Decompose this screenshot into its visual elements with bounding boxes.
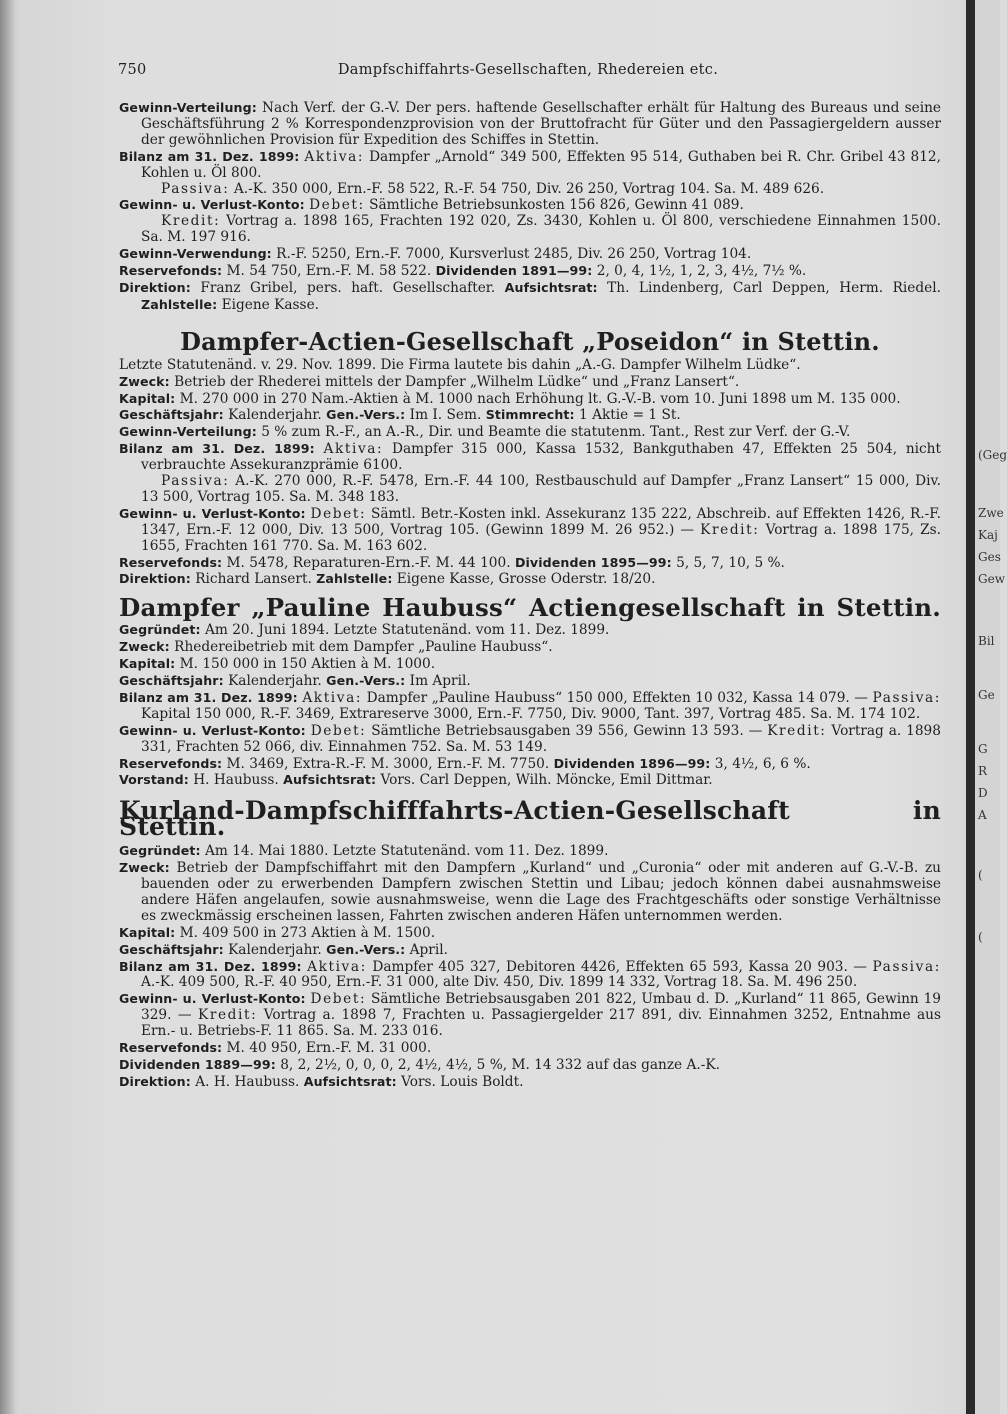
kredit-label: Kredit: <box>161 213 221 230</box>
entry-text: M. 54 750, Ern.-F. M. 58 522. <box>222 263 432 280</box>
entry-label: Dividenden 1891—99: <box>435 263 593 279</box>
page-header <box>118 62 938 82</box>
guv-entry <box>119 197 941 214</box>
guv-entry <box>119 991 941 1040</box>
bilanz-entry <box>119 959 941 992</box>
gewinn-verteilung-entry <box>119 100 941 149</box>
entry-text: 2, 0, 4, 1½, 1, 2, 3, 4½, 7½ %. <box>592 263 807 280</box>
entry-text: Betrieb der Dampfschiffahrt mit den Dampfern „Kurland“ und „Curonia“ oder mit anderen auf G.-V.-B. zu bauenden oder zu erwerbenden Dampfern zwischen Stettin und Libau; jedoch können dabei ausnahmsweise andere Häfen angelaufen, sowie ausnahmsweise, wenn die Lage des Frachtgeschäfts oder sonstige Verhältnisse es zweckmässig erscheinen lassen, Fahrten zwischen anderen Häfen unternommen werden. <box>141 860 941 924</box>
entry-text: Dampfer 405 327, Debitoren 4426, Effekten 65 593, Kassa 20 903. — <box>366 958 867 975</box>
debet-label: Debet: <box>309 197 365 214</box>
entry-label: Dividenden 1895—99: <box>514 554 672 570</box>
entry-text: M. 5478, Reparaturen-Ern.-F. M. 44 100. <box>222 554 511 571</box>
passiva-label: Passiva: <box>872 958 941 975</box>
edge-fragment: (Geg <box>978 448 1007 462</box>
debet-label: Debet: <box>310 505 367 522</box>
page-number: 750 <box>118 62 147 78</box>
entry-text: Letzte Statutenänd. v. 29. Nov. 1899. Die Firma lautete bis dahin „A.-G. Dampfer Wilhelm Lüdke“. <box>119 356 801 373</box>
gegruendet-entry <box>119 843 941 860</box>
zweck-entry <box>119 374 941 391</box>
entry-label: Aufsichtsrat: <box>504 279 598 295</box>
entry-label: Gewinn-Verwendung: <box>119 246 272 262</box>
entry-text: Sämtliche Betriebsunkosten 156 826, Gewinn 41 089. <box>364 197 744 214</box>
entry-label: Dividenden 1889—99: <box>119 1056 276 1072</box>
direktion-entry <box>119 280 941 314</box>
entry-text: Eigene Kasse, Grosse Oderstr. 18/20. <box>392 571 656 588</box>
entry-label: Direktion: <box>119 1073 191 1089</box>
entry-text: 1 Aktie = 1 St. <box>574 407 681 424</box>
passiva-label: Passiva: <box>872 689 942 706</box>
entry-text: Im April. <box>405 673 471 689</box>
entry-label: Gen.-Vers.: <box>326 673 406 688</box>
entry-text: Vortrag a. 1898 175, Zs. 1655, Frachten 161 770. Sa. M. 163 602. <box>141 521 941 554</box>
entry-text: Am 14. Mai 1880. Letzte Statutenänd. vom 11. Dez. 1899. <box>200 843 609 860</box>
entry-label: Geschäftsjahr: <box>119 673 224 688</box>
kapital-entry <box>119 656 941 673</box>
entry-label: Bilanz am 31. Dez. 1899: <box>119 689 298 705</box>
entry-label: Zahlstelle: <box>316 571 393 587</box>
kapital-entry <box>119 925 941 942</box>
running-title: Dampfschiffahrts-Gesellschaften, Rhedereien etc. <box>337 62 719 78</box>
next-page-strip <box>975 0 1007 1414</box>
guv-entry <box>119 506 941 555</box>
entry-label: Reservefonds: <box>119 755 223 771</box>
debet-label: Debet: <box>310 722 367 739</box>
entry-text: Franz Gribel, pers. haft. Gesellschafter. <box>190 279 496 296</box>
entry-label: Kapital: <box>119 924 176 940</box>
entry-text: Betrieb der Rhederei mittels der Dampfer „Wilhelm Lüdke“ und „Franz Lansert“. <box>169 373 740 390</box>
entry-text: April. <box>405 941 448 958</box>
zweck-entry <box>119 639 941 656</box>
page-edge-dark <box>966 0 975 1414</box>
entry-text: Vortrag a. 1898 331, Frachten 52 066, div. Einnahmen 752. Sa. M. 53 149. <box>141 722 941 755</box>
entry-text: Vors. Louis Boldt. <box>396 1073 524 1090</box>
entry-text: Richard Lansert. <box>190 571 312 588</box>
company-title: Kurland-Dampfschifffahrts-Actien-Gesellschaft in Stettin. <box>119 796 941 842</box>
entry-label: Bilanz am 31. Dez. 1899: <box>119 148 300 164</box>
entry-text: Im I. Sem. <box>405 407 482 424</box>
zweck-entry <box>119 860 941 925</box>
entry-text: M. 270 000 in 270 Nam.-Aktien à M. 1000 nach Erhöhung lt. G.-V.-B. vom 10. Juni 1898 um M. 135 000. <box>175 390 901 407</box>
company-entry-poseidon <box>119 326 942 589</box>
entry-text: 5, 5, 7, 10, 5 %. <box>671 554 785 571</box>
edge-fragment: Kaj <box>978 528 998 542</box>
edge-fragment: ( <box>978 930 983 944</box>
edge-fragment: R <box>978 764 988 778</box>
entry-text: Dampfer „Pauline Haubuss“ 150 000, Effekten 10 032, Kassa 14 079. — <box>362 689 868 706</box>
entry-text: Vortrag a. 1898 165, Frachten 192 020, Zs. 3430, Kohlen u. Öl 800, verschiedene Einnahmen 1500. Sa. M. 197 916. <box>141 213 941 246</box>
entry-text: Dampfer „Arnold“ 349 500, Effekten 95 514, Guthaben bei R. Chr. Gribel 43 812, Kohlen u. Öl 800. <box>141 148 941 181</box>
bilanz-entry <box>119 149 941 182</box>
passiva-label: Passiva: <box>161 180 230 197</box>
entry-text: Rhedereibetrieb mit dem Dampfer „Pauline Haubuss“. <box>169 639 553 656</box>
bilanz-entry <box>119 690 941 723</box>
entry-text: M. 40 950, Ern.-F. M. 31 000. <box>222 1040 432 1057</box>
entry-text: A.-K. 350 000, Ern.-F. 58 522, R.-F. 54 750, Div. 26 250, Vortrag 104. Sa. M. 489 626. <box>229 180 825 197</box>
entry-label: Gewinn- u. Verlust-Konto: <box>119 722 306 738</box>
entry-label: Gewinn- u. Verlust-Konto: <box>119 197 305 213</box>
reservefonds-entry <box>119 1040 941 1057</box>
passiva-entry <box>119 474 941 506</box>
entry-label: Gewinn- u. Verlust-Konto: <box>119 505 306 521</box>
book-gutter-shadow <box>0 0 14 1414</box>
aktiva-label: Aktiva: <box>302 689 363 706</box>
entry-text: 3, 4½, 6, 6 %. <box>710 755 811 772</box>
entry-label: Reservefonds: <box>119 1040 223 1056</box>
entry-text: A.-K. 270 000, R.-F. 5478, Ern.-F. 44 100, Restbauschuld auf Dampfer „Franz Lansert“ 15 000, Div. 13 500, Vortrag 105. Sa. M. 348 183. <box>141 473 941 505</box>
bilanz-entry <box>119 441 941 474</box>
entry-label: Kapital: <box>119 656 176 672</box>
geschaeftsjahr-entry <box>119 942 941 959</box>
geschaeftsjahr-entry <box>119 673 941 690</box>
edge-fragment: Ge <box>978 688 995 702</box>
kredit-label: Kredit: <box>700 521 760 538</box>
reservefonds-entry <box>119 263 941 280</box>
entry-text: Sämtliche Betriebsausgaben 201 822, Umbau d. D. „Kurland“ 11 865, Gewinn 19 329. — <box>141 991 941 1024</box>
entry-text: Kalenderjahr. <box>223 941 322 958</box>
entry-label: Aufsichtsrat: <box>283 772 377 788</box>
entry-label: Direktion: <box>119 279 191 295</box>
entry-label: Stimmrecht: <box>485 407 575 423</box>
company-entry-kurland <box>119 796 941 1090</box>
entry-text: Kalenderjahr. <box>223 407 322 424</box>
entry-label: Gegründet: <box>119 622 201 638</box>
entry-label: Bilanz am 31. Dez. 1899: <box>119 958 302 974</box>
kredit-entry <box>119 214 941 246</box>
direktion-entry <box>119 571 941 588</box>
entry-text: A. H. Haubuss. <box>190 1073 300 1090</box>
reservefonds-entry <box>119 555 941 572</box>
aktiva-label: Aktiva: <box>304 148 365 165</box>
entry-label: Gewinn- u. Verlust-Konto: <box>119 991 306 1007</box>
entry-label: Geschäftsjahr: <box>119 407 224 423</box>
geschaeftsjahr-entry <box>119 407 941 424</box>
entry-text: Am 20. Juni 1894. Letzte Statutenänd. vom 11. Dez. 1899. <box>200 622 610 639</box>
entry-label: Reservefonds: <box>119 263 223 279</box>
direktion-entry <box>119 1074 941 1091</box>
entry-label: Geschäftsjahr: <box>119 941 224 957</box>
intro-entry <box>119 358 941 374</box>
entry-label: Reservefonds: <box>119 554 223 570</box>
entry-text: Nach Verf. der G.-V. Der pers. haftende Gesellschafter erhält für Haltung des Bureaus und seine Geschäftsführung 2 % Korrespondenzprovision von der Bruttofracht für Güter und den Passagiergeldern ausser der gewöhnlichen Provision für Expedition des Schiffes in Stettin. <box>141 100 941 148</box>
edge-fragment: A <box>978 808 987 822</box>
aktiva-label: Aktiva: <box>323 441 384 458</box>
entry-text: A.-K. 409 500, R.-F. 40 950, Ern.-F. 31 000, alte Div. 450, Div. 1899 14 332, Vortrag 18. Sa. M. 496 250. <box>141 974 858 991</box>
aktiva-label: Aktiva: <box>307 958 367 975</box>
entry-label: Vorstand: <box>119 772 189 788</box>
passiva-entry <box>119 182 941 198</box>
edge-fragment: ( <box>978 868 983 882</box>
entry-label: Aufsichtsrat: <box>303 1073 397 1089</box>
entry-text: Eigene Kasse. <box>217 296 320 313</box>
entry-text: Vors. Carl Deppen, Wilh. Möncke, Emil Dittmar. <box>376 772 713 789</box>
entry-text: Vortrag a. 1898 7, Frachten u. Passagiergelder 217 891, div. Einnahmen 3252, Entnahme aus Ern.- u. Betriebs-F. 11 865. Sa. M. 233 016. <box>141 1007 941 1040</box>
guv-entry <box>119 723 941 756</box>
entry-text: Sämtl. Betr.-Kosten inkl. Assekuranz 135 222, Abschreib. auf Effekten 1426, R.-F. 1347, Ern.-F. 12 000, Div. 13 500, Vortrag 105. (Gewinn 1899 M. 26 952.) — <box>141 505 941 538</box>
edge-fragment: D <box>978 786 988 800</box>
edge-fragment: Zwe <box>978 506 1004 520</box>
company-title: Dampfer „Pauline Haubuss“ Actiengesellschaft in Stettin. <box>119 593 941 623</box>
entry-label: Gewinn-Verteilung: <box>119 100 257 115</box>
entry-label: Direktion: <box>119 571 191 587</box>
company-title: Dampfer-Actien-Gesellschaft „Poseidon“ in Stettin. <box>180 326 880 356</box>
page-content <box>119 100 941 1091</box>
entry-label: Gewinn-Verteilung: <box>119 424 257 440</box>
entry-label: Bilanz am 31. Dez. 1899: <box>119 441 315 457</box>
entry-text: Kapital 150 000, R.-F. 3469, Extrareserve 3000, Ern.-F. 7750, Div. 9000, Tant. 397, Vortrag 485. Sa. M. 174 102. <box>141 705 921 722</box>
entry-text: H. Haubuss. <box>188 772 279 789</box>
debet-label: Debet: <box>310 991 367 1008</box>
entry-label: Zweck: <box>119 639 170 655</box>
gewinn-verteilung-entry <box>119 424 941 441</box>
entry-label: Zweck: <box>119 860 170 876</box>
edge-fragment: Gew <box>978 572 1005 586</box>
company-entry-continued <box>119 100 941 314</box>
gewinn-verwendung-entry <box>119 246 941 263</box>
entry-label: Zweck: <box>119 373 170 389</box>
kapital-entry <box>119 391 941 408</box>
entry-text: Sämtliche Betriebsausgaben 39 556, Gewinn 13 593. — <box>366 722 763 739</box>
passiva-label: Passiva: <box>161 473 230 490</box>
entry-text: 8, 2, 2½, 0, 0, 0, 2, 4½, 4½, 5 %, M. 14 332 auf das ganze A.-K. <box>275 1056 720 1073</box>
entry-text: M. 150 000 in 150 Aktien à M. 1000. <box>175 656 436 673</box>
entry-text: R.-F. 5250, Ern.-F. 7000, Kursverlust 2485, Div. 26 250, Vortrag 104. <box>271 246 752 263</box>
entry-text: Kalenderjahr. <box>223 673 322 689</box>
company-entry-pauline-haubuss <box>119 593 942 789</box>
kredit-label: Kredit: <box>767 722 827 739</box>
vorstand-entry <box>119 772 941 789</box>
edge-fragment: G <box>978 742 988 756</box>
entry-text: M. 409 500 in 273 Aktien à M. 1500. <box>175 924 436 941</box>
kredit-label: Kredit: <box>198 1007 258 1024</box>
entry-label: Kapital: <box>119 390 176 406</box>
gegruendet-entry <box>119 622 941 639</box>
entry-label: Zahlstelle: <box>141 296 218 312</box>
entry-text: M. 3469, Extra-R.-F. M. 3000, Ern.-F. M. 7750. <box>222 755 550 772</box>
entry-label: Gen.-Vers.: <box>326 407 406 423</box>
entry-text: Th. Lindenberg, Carl Deppen, Herm. Riedel. <box>597 279 941 296</box>
entry-text: 5 % zum R.-F., an A.-R., Dir. und Beamte die statutenm. Tant., Rest zur Verf. der G.-V. <box>256 424 851 441</box>
entry-label: Dividenden 1896—99: <box>553 755 711 771</box>
edge-fragment: Bil <box>978 634 995 648</box>
dividenden-entry <box>119 1057 941 1074</box>
entry-label: Gegründet: <box>119 843 201 859</box>
reservefonds-entry <box>119 756 941 773</box>
edge-fragment: Ges <box>978 550 1001 564</box>
entry-text: Dampfer 315 000, Kassa 1532, Bankguthaben 47, Effekten 25 504, nicht verbrauchte Assekuranzprämie 6100. <box>141 441 942 474</box>
entry-label: Gen.-Vers.: <box>326 941 406 957</box>
